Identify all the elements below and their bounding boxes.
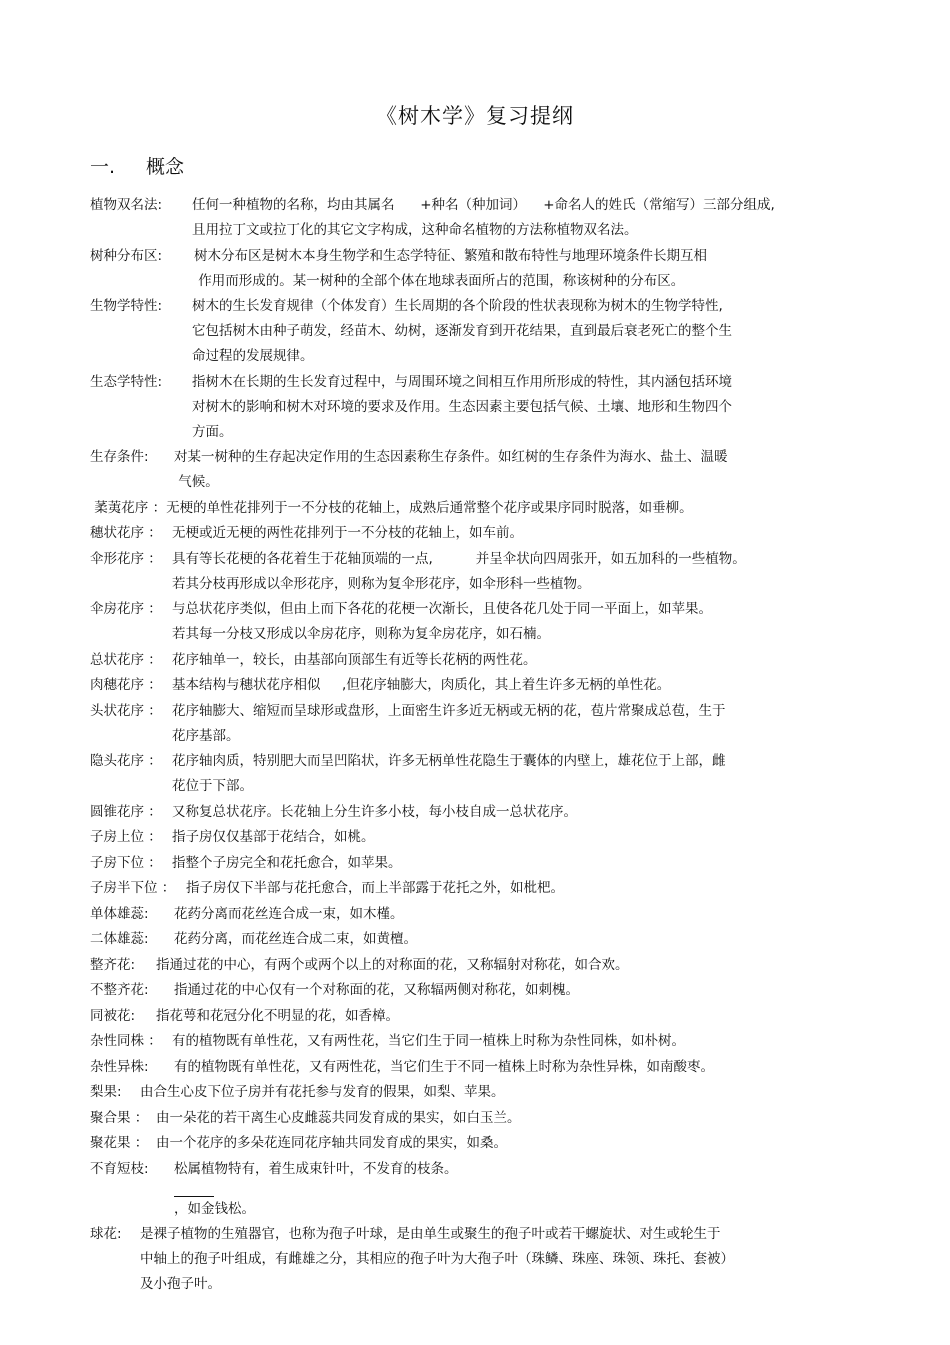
definition-term: 聚花果 ：	[90, 1135, 149, 1151]
definition-term: 杂性同株 ：	[90, 1033, 162, 1049]
definition-entry	[90, 800, 850, 825]
definition-term: 同被花:	[90, 1007, 144, 1024]
definition-line: 对树木的影响和树木对环境的要求及作用。生态因素主要包括气候、土壤、地形和生物四个	[192, 398, 732, 415]
definition-entry	[90, 1029, 850, 1054]
definition-line: 是裸子植物的生殖器官，也称为孢子叶球，是由单生或聚生的孢子叶或若干螺旋状、对生或轮生于	[140, 1226, 721, 1242]
definition-line: 任何一种植物的名称，均由其属名 +种名（种加词） +命名人的姓氏（常缩写）三部分组成,	[192, 197, 775, 213]
definition-entry	[90, 902, 850, 927]
definition-line: 指花萼和花冠分化不明显的花，如香樟。	[156, 1007, 399, 1024]
definition-line: 花序轴膨大、缩短而呈球形或盘形，上面密生许多近无柄或无柄的花，苞片常聚成总苞，生于	[172, 702, 726, 719]
definition-entry	[90, 978, 850, 1003]
definition-line: 无梗的单性花排列于一不分枝的花轴上，成熟后通常整个花序或果序同时脱落，如垂柳。	[166, 499, 693, 516]
definition-line: 命过程的发展规律。	[192, 348, 314, 364]
definition-entry	[90, 193, 850, 243]
definition-term: 树种分布区:	[90, 247, 163, 264]
definition-line: 有的植物既有单性花，又有两性花，当它们生于同一植株上时称为杂性同株，如朴树。	[172, 1033, 685, 1049]
definition-term: 不育短枝:	[90, 1160, 162, 1177]
definition-term: 穗状花序 ：	[90, 525, 162, 541]
definition-term: 整齐花:	[90, 956, 144, 973]
definition-entry	[90, 749, 850, 799]
definition-text	[174, 1157, 850, 1222]
definition-line: 基本结构与穗状花序相似 ,但花序轴膨大，肉质化，其上着生许多无柄的单性花。	[172, 677, 671, 693]
definition-text	[172, 597, 850, 647]
definition-text	[174, 927, 850, 952]
definition-term: 梨果:	[90, 1084, 131, 1100]
definition-term: 隐头花序 ：	[90, 753, 162, 769]
definition-line: 与总状花序类似，但由上而下各花的花梗一次渐长，且使各花几处于同一平面上，如苹果。	[172, 601, 712, 617]
definition-text	[172, 673, 850, 698]
definition-term: 伞形花序 ：	[90, 550, 162, 567]
definition-text	[174, 902, 850, 927]
definition-line: 及小孢子叶。	[140, 1276, 221, 1292]
definition-line: 若其分枝再形成以伞形花序，则称为复伞形花序，如伞形科一些植物。	[172, 575, 591, 592]
definition-entry	[90, 1106, 850, 1131]
definition-entry	[90, 1055, 850, 1080]
definition-text	[172, 648, 850, 673]
definition-line: 花序轴单一，较长，由基部向顶部生有近等长花柄的两性花。	[172, 651, 537, 668]
definition-line: 具有等长花梗的各花着生于花轴顶端的一点, 并呈伞状向四周张开，如五加科的一些植物。	[172, 550, 746, 567]
definition-line: 由合生心皮下位子房并有花托参与发育的假果，如梨、苹果。	[140, 1084, 505, 1100]
definition-line: 方面。	[192, 423, 233, 440]
definition-entry	[90, 648, 850, 673]
definition-line: 气候。	[174, 474, 219, 490]
definition-text	[172, 521, 850, 546]
definition-line: 若其每一分枝又形成以伞房花序，则称为复伞房花序，如石楠。	[172, 626, 550, 642]
definition-line: 对某一树种的生存起决定作用的生态因素称生存条件。如红树的生存条件为海水、盐土、温暖	[174, 449, 728, 465]
definition-line: 由一朵花的若干离生心皮雌蕊共同发育成的果实，如白玉兰。	[156, 1109, 521, 1126]
definition-line: 作用而形成的。某一树种的全部个体在地球表面所占的范围，称该树种的分布区。	[194, 272, 685, 289]
definition-text	[172, 1029, 850, 1054]
definition-text	[172, 800, 850, 825]
definition-entry	[90, 927, 850, 952]
definition-entry	[90, 876, 850, 901]
definition-text	[174, 1055, 850, 1080]
definition-term: 二体雄蕊:	[90, 931, 158, 947]
definition-term: 不整齐花:	[90, 982, 158, 998]
definition-line: 花位于下部。	[172, 778, 253, 794]
definition-entry	[90, 244, 850, 294]
definition-entry	[90, 294, 850, 369]
definition-line: 指整个子房完全和花托愈合，如苹果。	[172, 854, 402, 871]
definition-line: 松属植物特有，着生成束针叶，不发育的枝条。	[174, 1160, 458, 1177]
definition-entry	[90, 1157, 850, 1222]
definition-term: 子房下位 ：	[90, 854, 162, 871]
definition-line: 由一个花序的多朵花连同花序轴共同发育成的果实，如桑。	[156, 1135, 507, 1151]
definition-line: 花序轴肉质，特别肥大而呈凹陷状，许多无柄单性花隐生于囊体的内壁上，雄花位于上部，雌	[172, 753, 726, 769]
definition-term: 子房半下位 ：	[90, 880, 176, 896]
definition-text	[140, 1222, 850, 1297]
definition-term: 肉穗花序 ：	[90, 677, 162, 693]
fill-in-blank	[174, 1182, 214, 1197]
definition-term: 植物双名法:	[90, 197, 163, 213]
definition-text	[156, 953, 850, 978]
definition-line: 无梗或近无梗的两性花排列于一不分枝的花轴上，如车前。	[172, 525, 523, 541]
definition-text	[172, 547, 850, 597]
definition-list	[90, 193, 850, 1298]
definition-entry	[90, 1004, 850, 1029]
definition-text	[166, 496, 850, 521]
definition-text	[156, 1106, 850, 1131]
definition-text	[192, 193, 850, 243]
definition-line: 指通过花的中心仅有一个对称面的花，又称辐两侧对称花，如刺槐。	[174, 982, 579, 998]
definition-line: 指子房仅仅基部于花结合，如桃。	[172, 829, 375, 845]
definition-line: 又称复总状花序。长花轴上分生许多小枝，每小枝自成一总状花序。	[172, 803, 577, 820]
definition-text	[172, 699, 850, 749]
definition-text	[192, 370, 850, 445]
definition-entry	[90, 597, 850, 647]
definition-text	[174, 978, 850, 1003]
definition-term: 头状花序 ：	[90, 702, 162, 719]
definition-line: 花序基部。	[172, 727, 240, 744]
definition-line: 有的植物既有单性花，又有两性花，当它们生于不同一植株上时称为杂性异株，如南酸枣。	[174, 1058, 714, 1075]
definition-line: 且用拉丁文或拉丁化的其它文字构成，这种命名植物的方法称植物双名法。	[192, 222, 638, 238]
definition-line: 花药分离而花丝连合成一束，如木槿。	[174, 905, 404, 922]
section-heading	[90, 152, 184, 179]
definition-entry	[90, 1222, 850, 1297]
definition-text	[140, 1080, 850, 1105]
definition-text	[172, 851, 850, 876]
section-label: 概念	[146, 156, 185, 178]
definition-text	[186, 876, 850, 901]
definition-term: 葇荑花序 ：	[90, 499, 167, 516]
definition-line: 中轴上的孢子叶组成，有雌雄之分，其相应的孢子叶为大孢子叶（珠鳞、珠座、珠领、珠托、套被）	[140, 1251, 734, 1267]
definition-entry	[90, 825, 850, 850]
definition-line: ，如金钱松。	[174, 1200, 255, 1217]
definition-text	[156, 1131, 850, 1156]
definition-entry	[90, 1080, 850, 1105]
document-title: 《树木学》复习提纲	[376, 104, 574, 128]
definition-entry	[90, 445, 850, 495]
definition-text	[174, 445, 850, 495]
definition-term: 伞房花序 ：	[90, 601, 162, 617]
definition-term: 聚合果 ：	[90, 1109, 149, 1126]
definition-entry	[90, 370, 850, 445]
definition-term: 生物学特性:	[90, 298, 163, 314]
definition-term: 生态学特性:	[90, 373, 163, 390]
definition-term: 球花:	[90, 1226, 131, 1242]
definition-line: 花药分离，而花丝连合成二束，如黄檀。	[174, 931, 417, 947]
definition-text	[192, 294, 850, 369]
definition-entry	[90, 673, 850, 698]
definition-text	[172, 825, 850, 850]
definition-text	[156, 1004, 850, 1029]
definition-line: 树木分布区是树木本身生物学和生态学特征、繁殖和散布特性与地理环境条件长期互相	[194, 247, 707, 264]
definition-term: 单体雄蕊:	[90, 905, 158, 922]
definition-line: 树木的生长发育规律（个体发育）生长周期的各个阶段的性状表现称为树木的生物学特性,	[192, 298, 723, 314]
definition-line: 指通过花的中心，有两个或两个以上的对称面的花，又称辐射对称花，如合欢。	[156, 956, 629, 973]
definition-term: 杂性异株:	[90, 1058, 162, 1075]
definition-entry	[90, 1131, 850, 1156]
definition-entry	[90, 953, 850, 978]
definition-text	[172, 749, 850, 799]
definition-line: 指树木在长期的生长发育过程中，与周围环境之间相互作用所形成的特性，其内涵包括环境	[192, 373, 732, 390]
definition-term: 生存条件:	[90, 449, 149, 465]
definition-term: 总状花序 ：	[90, 651, 162, 668]
definition-entry	[90, 496, 850, 521]
definition-entry	[90, 851, 850, 876]
definition-line: 它包括树木由种子萌发，经苗木、幼树，逐渐发育到开花结果，直到最后衰老死亡的整个生	[192, 323, 732, 339]
definition-entry	[90, 699, 850, 749]
definition-text	[194, 244, 850, 294]
section-number: 一.	[90, 156, 116, 178]
definition-entry	[90, 521, 850, 546]
definition-line: 指子房仅下半部与花托愈合，而上半部露于花托之外，如枇杷。	[186, 880, 564, 896]
definition-term: 圆锥花序 ：	[90, 803, 162, 820]
definition-entry	[90, 547, 850, 597]
definition-term: 子房上位 ：	[90, 829, 162, 845]
